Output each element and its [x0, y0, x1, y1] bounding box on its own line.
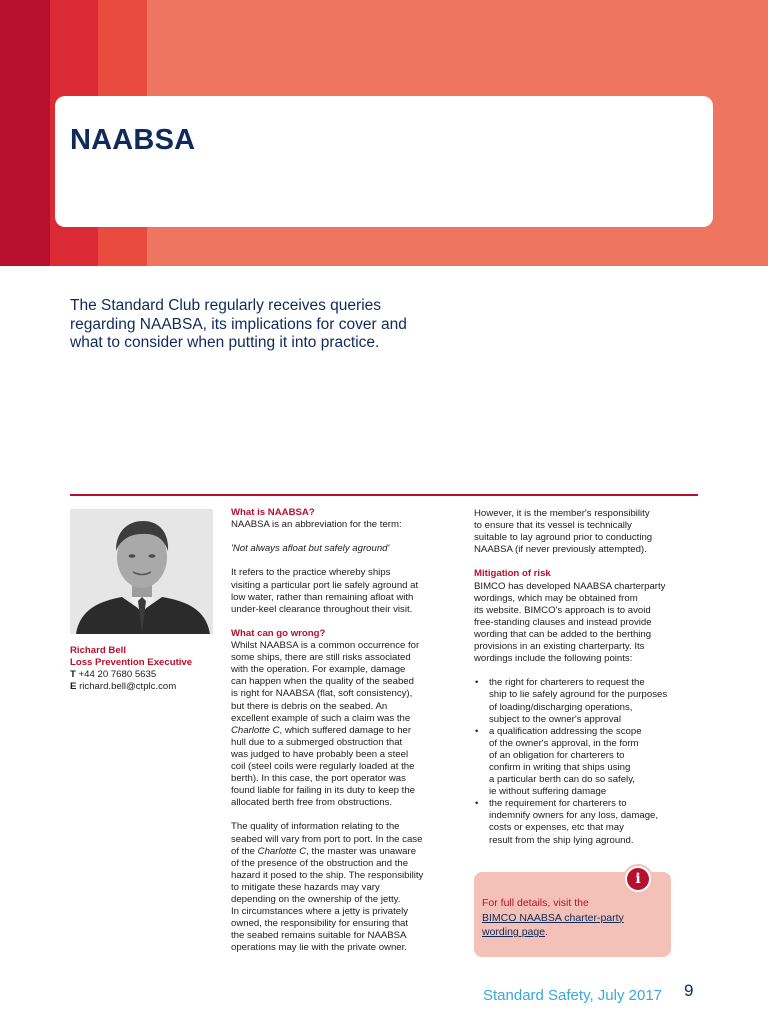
body-text: , which suffered damage to her	[279, 724, 412, 736]
link-suffix: .	[545, 926, 548, 939]
bimco-link[interactable]: BIMCO NAABSA charter-party	[482, 911, 624, 924]
body-line: excellent example of such a claim was the	[231, 712, 411, 724]
intro-paragraph	[70, 297, 450, 353]
body-line: Whilst NAABSA is a common occurrence for	[231, 640, 420, 652]
author-phone-row	[70, 669, 220, 681]
body-line: It refers to the practice whereby ships	[231, 567, 391, 579]
bullet-line: of the owner's approval, in the form	[489, 737, 639, 749]
body-line: wordings include the following points:	[474, 653, 633, 665]
body-line: hull due to a submerged obstruction that	[231, 736, 403, 748]
body-line: depending on the ownership of the jetty.	[231, 894, 401, 905]
heading-what-can-go-wrong: What can go wrong?	[231, 627, 326, 639]
body-line: owned, the responsibility for ensuring that	[231, 918, 409, 930]
bullet-line: costs or expenses, etc that may	[489, 822, 624, 834]
title-card	[55, 96, 713, 227]
list-item	[474, 677, 702, 725]
page-number: 9	[684, 981, 694, 1000]
bullet-line: result from the ship lying aground.	[489, 834, 634, 846]
body-line: some ships, there are still risks associated	[231, 652, 411, 664]
body-line: wordings, which may be obtained from	[474, 592, 638, 604]
section-divider	[70, 494, 698, 496]
body-line	[231, 846, 457, 858]
body-text: , the master was unaware	[306, 845, 417, 857]
body-line: The quality of information relating to the	[231, 821, 400, 833]
bimco-link[interactable]: wording page	[482, 926, 546, 939]
body-line: to ensure that its vessel is technically	[474, 520, 632, 532]
body-line: the seabed remains suitable for NAABSA	[231, 930, 407, 942]
body-line: low water, rather than remaining afloat with	[231, 591, 414, 603]
body-line: suitable to lay aground prior to conducting	[474, 532, 653, 544]
intro-line: regarding NAABSA, its implications for cover and	[70, 315, 407, 333]
ship-name: Charlotte C	[257, 845, 307, 857]
intro-line: The Standard Club regularly receives queries	[70, 297, 382, 314]
body-line: coil (steel coils were regularly loaded at the	[231, 760, 415, 772]
publication-footer: Standard Safety, July 2017	[483, 987, 663, 1004]
body-line: allocated berth free from obstructions.	[231, 797, 393, 809]
body-line: is right for NAABSA (flat, soft consistency),	[231, 688, 413, 700]
bullet-line: a particular berth can do so safely,	[489, 774, 635, 786]
quote-text: 'Not always afloat but safely aground'	[231, 543, 390, 555]
author-details	[70, 645, 220, 693]
bullet-line: • the right for charterers to request the	[489, 677, 645, 689]
bullet-line: ie without suffering damage	[489, 786, 607, 798]
list-item	[474, 726, 702, 799]
author-email[interactable]: richard.bell@ctplc.com	[79, 681, 177, 692]
portrait-photo	[70, 509, 213, 634]
author-name: Richard Bell	[70, 645, 126, 656]
author-role: Loss Prevention Executive	[70, 657, 193, 668]
phone-label: T	[70, 669, 76, 680]
author-phone: +44 20 7680 5635	[78, 669, 157, 680]
bullet-line: • the requirement for charterers to	[489, 798, 627, 810]
intro-line: what to consider when putting it into practice.	[70, 334, 380, 351]
info-glyph: i	[627, 868, 649, 890]
heading-what-is-naabsa: What is NAABSA?	[231, 507, 315, 518]
mitigation-bullet-list	[474, 677, 702, 846]
body-line: under-keel clearance throughout their visit.	[231, 603, 413, 615]
body-line: wording that can be added to the berthing	[474, 628, 652, 640]
info-callout-text	[482, 896, 662, 940]
header-stripe-dark	[0, 0, 50, 266]
body-line	[231, 725, 457, 737]
body-line: with the operation. For example, damage	[231, 664, 406, 676]
body-line: was judged to have probably been a steel	[231, 748, 409, 760]
body-line: provisions in an existing charterparty. Its	[474, 641, 645, 653]
bullet-line: • a qualification addressing the scope	[489, 725, 642, 737]
portrait-image	[70, 509, 213, 634]
body-line: operations may lie with the private owner.	[231, 942, 407, 954]
body-line: NAABSA is an abbreviation for the term:	[231, 519, 402, 531]
bullet-line: subject to the owner's approval	[489, 713, 621, 725]
bullet-line: indemnify owners for any loss, damage,	[489, 810, 659, 822]
body-line: seabed will vary from port to port. In the case	[231, 833, 423, 845]
body-line: NAABSA (if never previously attempted).	[474, 544, 647, 556]
bullet-line: confirm in writing that ships using	[489, 761, 631, 773]
body-text: of the	[231, 845, 258, 857]
definition-quote	[231, 543, 457, 555]
body-line: hazard it posed to the ship. The responsibility	[231, 869, 424, 881]
body-line: In circumstances where a jetty is privately	[231, 906, 409, 918]
ship-name: Charlotte C	[231, 724, 280, 736]
email-label: E	[70, 681, 77, 692]
body-line: found liable for failing in its duty to keep the	[231, 785, 415, 797]
article-column-middle	[231, 507, 457, 954]
body-line: can happen when the quality of the seabed	[231, 676, 414, 688]
heading-mitigation-of-risk: Mitigation of risk	[474, 568, 551, 580]
list-item	[474, 798, 702, 846]
author-email-row	[70, 681, 220, 693]
page-title: NAABSA	[70, 124, 196, 156]
article-column-right	[474, 508, 702, 847]
body-line: of the presence of the obstruction and the	[231, 857, 409, 869]
bullet-line: of an obligation for charterers to	[489, 749, 625, 761]
body-line: free-standing clauses and instead provide	[474, 616, 652, 628]
body-line: but there is debris on the seabed. An	[231, 700, 388, 712]
body-line: However, it is the member's responsibility	[474, 508, 650, 519]
bullet-line: ship to lie safely aground for the purposes	[489, 689, 668, 701]
body-line: BIMCO has developed NAABSA charterparty	[474, 580, 666, 592]
info-lead: For full details, visit the	[482, 897, 589, 909]
body-line: berth). In this case, the port operator was	[231, 773, 406, 785]
body-line: to mitigate these hazards may vary	[231, 881, 380, 893]
info-icon	[623, 864, 653, 894]
bullet-line: of loading/discharging operations,	[489, 701, 633, 713]
body-line: visiting a particular port lie safely aground at	[231, 579, 419, 591]
body-line: its website. BIMCO's approach is to avoid	[474, 604, 651, 616]
